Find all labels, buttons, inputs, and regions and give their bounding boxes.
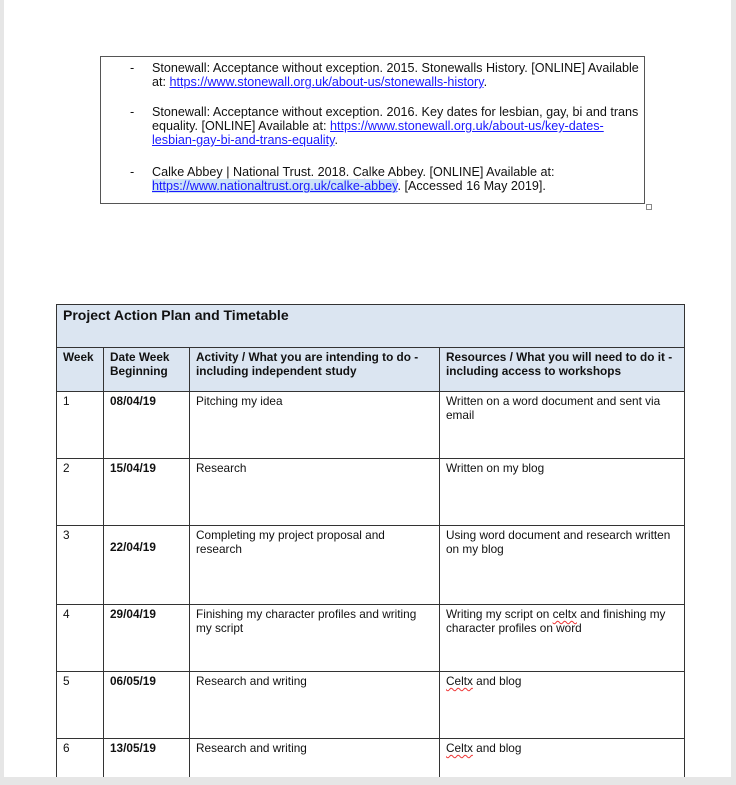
textbox-resize-handle[interactable] [646,204,652,210]
date-cell: 13/05/19 [104,739,190,778]
resources-cell: Written on my blog [440,459,685,526]
list-dash: - [130,61,135,75]
table-row [57,459,685,526]
table-title: Project Action Plan and Timetable [57,305,685,348]
date-cell: 06/05/19 [104,672,190,739]
activity-cell: Research and writing [190,739,440,778]
reference-text: Stonewall: Acceptance without exception. 2015. Stonewalls History. [ONLINE] Available at: [152,61,639,89]
activity-cell: Research and writing [190,672,440,739]
spellcheck-word: Celtx [446,741,473,755]
activity-cell: Pitching my idea [190,392,440,459]
references-textbox[interactable] [100,56,645,204]
table-row [57,526,685,605]
list-dash: - [130,105,135,119]
date-cell: 15/04/19 [104,459,190,526]
resources-cell: Written on a word document and sent via email [440,392,685,459]
reference-text: Abbey. [ONLINE] Available at: [384,165,555,179]
resources-text: and blog [472,674,522,688]
resources-text: and blog [472,741,522,755]
header-week: Week [57,348,104,392]
resources-text: Writing my script on [446,607,553,621]
week-cell: 6 [57,739,104,778]
week-cell: 4 [57,605,104,672]
reference-link[interactable]: https://www.stonewall.org.uk/about-us/stonewalls-history [169,75,484,89]
resources-cell [440,739,685,778]
spellcheck-word: Celtx [446,674,473,688]
header-resources: Resources / What you will need to do it - including access to workshops [440,348,685,392]
week-cell: 5 [57,672,104,739]
week-cell: 3 [57,526,104,605]
activity-cell: Research [190,459,440,526]
header-date: Date Week Beginning [104,348,190,392]
reference-text: . [334,133,338,147]
date-cell: 29/04/19 [104,605,190,672]
resources-cell [440,605,685,672]
reference-link[interactable]: https://www.nationaltrust.org.uk/calke-abbey [152,179,398,193]
table-row [57,739,685,778]
header-activity: Activity / What you are intending to do - including independent study [190,348,440,392]
week-cell: 2 [57,459,104,526]
date-cell: 08/04/19 [104,392,190,459]
table-row [57,392,685,459]
table-row [57,605,685,672]
spellcheck-word: Calke [352,165,385,179]
activity-cell: Completing my project proposal and research [190,526,440,605]
list-dash: - [130,165,135,179]
spellcheck-word: celtx [552,607,577,621]
resources-text: and finishing my character profiles on word [446,607,666,635]
date-cell: 22/04/19 [104,526,190,605]
activity-cell: Finishing my character profiles and writing my script [190,605,440,672]
resources-cell: Using word document and research written on my blog [440,526,685,605]
table-row [57,672,685,739]
spellcheck-word: Calke [152,165,185,179]
document-page [4,0,731,777]
reference-link[interactable]: https://www.stonewall.org.uk/about-us/key-dates-lesbian-gay-bi-and-trans-equality [152,119,604,147]
week-cell: 1 [57,392,104,459]
resources-cell [440,672,685,739]
action-plan-table [56,304,685,777]
reference-text: . [483,75,488,89]
reference-text: . [Accessed 16 May 2019]. [397,179,546,193]
reference-text: Stonewall: Acceptance without exception. 2016. Key dates for lesbian, gay, bi and trans equality. [ONLINE] Available at: [152,105,639,133]
reference-text: Abbey | National Trust. 2018. [184,165,353,179]
